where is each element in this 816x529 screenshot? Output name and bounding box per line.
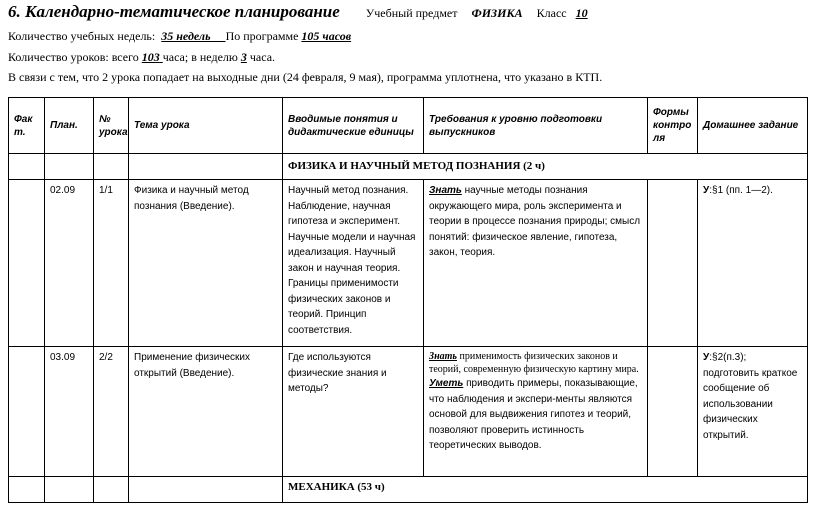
section-title: ФИЗИКА И НАУЧНЫЙ МЕТОД ПОЗНАНИЯ (2 ч) xyxy=(283,154,808,180)
col-plan: План. xyxy=(45,98,94,154)
weeks-line xyxy=(8,29,351,44)
section-empty-cell xyxy=(9,477,45,503)
section-empty-cell xyxy=(45,477,94,503)
cell-plan: 03.09 xyxy=(45,347,94,477)
req-text: применимость физических законов и теорий, современную физическую картину мира. xyxy=(429,351,639,375)
cell-homework xyxy=(698,180,808,347)
table-row xyxy=(9,347,808,477)
cell-number: 2/2 xyxy=(94,347,129,477)
col-control: Формы контро ля xyxy=(648,98,698,154)
req-verb: Знать xyxy=(429,185,462,196)
req-text-2: приводить примеры, показывающие, что наблюдения и экспери-менты являются основой для выдвижения гипотез и теорий, позволяют проверить истинность теоретических выводов. xyxy=(429,378,638,451)
program-value: 105 часов xyxy=(301,29,352,43)
table-row xyxy=(9,180,808,347)
hw-marker: У xyxy=(703,185,710,196)
table-header-row xyxy=(9,98,808,154)
class-label: Класс xyxy=(536,6,567,20)
req-block-can xyxy=(429,376,642,454)
hw-marker: У xyxy=(703,352,710,363)
plan-table xyxy=(8,97,808,503)
section-empty-cell xyxy=(129,477,283,503)
cell-requirements xyxy=(424,180,648,347)
req-block-know xyxy=(429,350,642,376)
page-title: 6. Календарно-тематическое планирование xyxy=(8,2,340,21)
cell-fact xyxy=(9,347,45,477)
col-requirements: Требования к уровню подготовки выпускников xyxy=(424,98,648,154)
col-number-sign: № xyxy=(99,113,111,125)
req-text: научные методы познания окружающего мира, роль эксперимента и теории в процессе познания природы; смысл понятий: физическое явление, гипотеза, закон, теория. xyxy=(429,185,641,258)
col-homework: Домашнее задание xyxy=(698,98,808,154)
lessons-label: Количество уроков: всего xyxy=(8,50,139,64)
cell-control xyxy=(648,180,698,347)
section-title: МЕХАНИКА (53 ч) xyxy=(283,477,808,503)
col-topic: Тема урока xyxy=(129,98,283,154)
section-empty-cell xyxy=(9,154,45,180)
col-fact: Фак т. xyxy=(9,98,45,154)
col-number-word: урока xyxy=(99,126,128,138)
cell-topic: Физика и научный метод познания (Введение). xyxy=(129,180,283,347)
req-verb: Знать xyxy=(429,351,457,362)
subject-label: Учебный предмет xyxy=(365,6,458,20)
hw-text: :§1 (пп. 1—2). xyxy=(709,185,773,196)
lessons-hours: часа; в неделю xyxy=(162,50,238,64)
req-verb-2: Уметь xyxy=(429,378,464,389)
col-number xyxy=(94,98,129,154)
section-empty-cell xyxy=(94,477,129,503)
section-empty-cell xyxy=(129,154,283,180)
section-empty-cell xyxy=(45,154,94,180)
cell-fact xyxy=(9,180,45,347)
subject-value: ФИЗИКА xyxy=(471,6,523,20)
cell-concepts: Где используются физические знания и методы? xyxy=(283,347,424,477)
cell-plan: 02.09 xyxy=(45,180,94,347)
header-title-line xyxy=(8,2,588,22)
lessons-total: 103 xyxy=(141,50,160,64)
col-concepts: Вводимые понятия и дидактические единицы xyxy=(283,98,424,154)
weeks-value: 35 недель xyxy=(161,29,211,43)
cell-concepts: Научный метод познания. Наблюдение, научная гипотеза и эксперимент. Научные модели и научная идеализация. Научный закон и научная теория. Границы применимости физических законов и теорий. Принцип соответствия. xyxy=(283,180,424,347)
section-row-mechanics xyxy=(9,477,808,503)
class-value: 10 xyxy=(575,6,588,20)
cell-topic: Применение физических открытий (Введение). xyxy=(129,347,283,477)
weeks-label: Количество учебных недель: xyxy=(8,29,156,43)
cell-requirements xyxy=(424,347,648,477)
cell-homework xyxy=(698,347,808,477)
lessons-per-week: 3 xyxy=(240,50,247,64)
section-row-physics xyxy=(9,154,808,180)
lessons-line xyxy=(8,50,275,65)
hw-text: :§2(п.3); подготовить краткое сообщение об использовании физических открытий. xyxy=(703,352,798,441)
program-label: По программе xyxy=(225,29,299,43)
lessons-tail: часа. xyxy=(249,50,276,64)
cell-number: 1/1 xyxy=(94,180,129,347)
section-empty-cell xyxy=(94,154,129,180)
note-line: В связи с тем, что 2 урока попадает на выходные дни (24 февраля, 9 мая), программа уплотнена, что указано в КТП. xyxy=(8,70,603,84)
cell-control xyxy=(648,347,698,477)
